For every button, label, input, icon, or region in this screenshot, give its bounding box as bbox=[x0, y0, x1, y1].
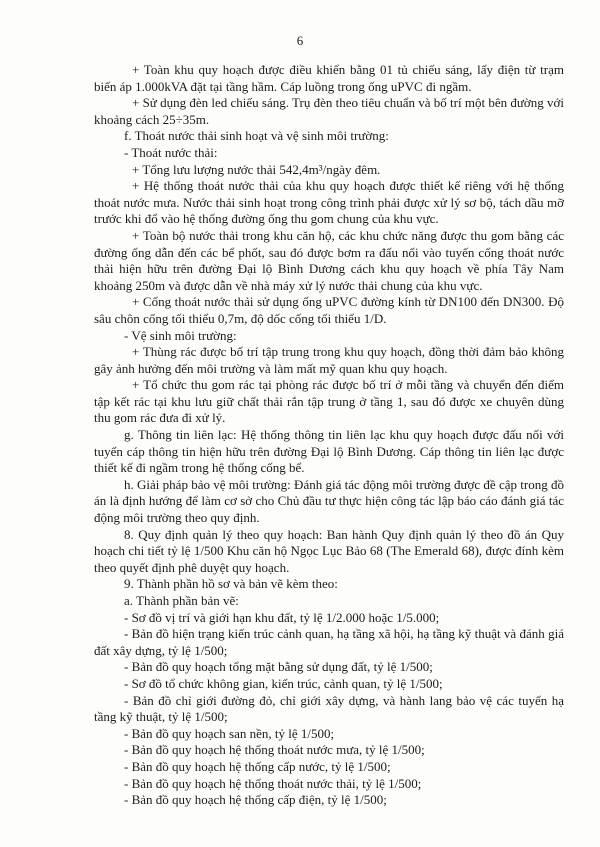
section-heading: 9. Thành phần hồ sơ và bản vẽ kèm theo: bbox=[124, 576, 338, 592]
paragraph: + Toàn khu quy hoạch được điều khiển bằng 01 tủ chiếu sáng, lấy điện từ trạm biến áp 1.000kVA đặt tại tầng hầm. Cáp luồng trong ống uPVC đi ngầm. bbox=[94, 62, 564, 94]
list-item: - Bản đồ quy hoạch hệ thống cấp nước, tỷ lệ 1/500; bbox=[124, 758, 391, 774]
page-number: 6 bbox=[296, 33, 304, 48]
list-item: - Bản đồ chỉ giới đường đỏ, chỉ giới xây dựng, và hành lang bảo vệ các tuyến hạ tầng kỹ thuật, tỷ lệ 1/500; bbox=[94, 692, 564, 725]
list-item: - Bản đồ quy hoạch san nền, tỷ lệ 1/500; bbox=[124, 725, 335, 741]
list-item: - Bản đồ quy hoạch hệ thống thoát nước thải, tỷ lệ 1/500; bbox=[124, 775, 422, 791]
list-item: - Bản đồ hiện trạng kiến trúc cảnh quan, hạ tầng xã hội, hạ tầng kỹ thuật và đánh giá đất xây dựng, tỷ lệ 1/500; bbox=[94, 626, 564, 658]
document-body bbox=[94, 62, 564, 809]
list-item: - Bản đồ quy hoạch tổng mặt bằng sử dụng đất, tỷ lệ 1/500; bbox=[124, 659, 433, 675]
subsection-heading: a. Thành phần bản vẽ: bbox=[124, 593, 239, 608]
paragraph: h. Giải pháp bảo vệ môi trường: Đánh giá tác động môi trường được đề cập trong đồ án là định hướng để làm cơ sở cho Chủ đầu tư thực hiện công tác lập báo cáo đánh giá tác động môi trường theo quy định. bbox=[94, 476, 564, 526]
list-item: - Bản đồ quy hoạch hệ thống cấp điện, tỷ lệ 1/500; bbox=[124, 792, 387, 808]
paragraph: g. Thông tin liên lạc: Hệ thống thông tin liên lạc khu quy hoạch được đấu nối với tuyến cáp thông tin hiện hữu trên đường Đại lộ Bình Dương. Cáp thông tin liên lạc được thiết kế đi ngầm trong hệ thống cống bể. bbox=[94, 427, 564, 476]
paragraph: + Sử dụng đèn led chiếu sáng. Trụ đèn theo tiêu chuẩn và bố trí một bên đường với khoảng cách 25÷35m. bbox=[94, 95, 564, 127]
list-item: - Sơ đồ tổ chức không gian, kiến trúc, cảnh quan, tỷ lệ 1/500; bbox=[124, 675, 443, 691]
section-heading: f. Thoát nước thải sinh hoạt và vệ sinh môi trường: bbox=[124, 128, 389, 144]
subsection-heading: - Thoát nước thải: bbox=[124, 144, 218, 160]
paragraph: + Tổ chức thu gom rác tại phòng rác được bố trí ở mỗi tầng và chuyển đến điểm tập kết rác tại khu lưu giữ chất thải rắn tập trung ở tầng 1, sau đó được xe chuyên dùng thu gom rác đưa đi xử lý. bbox=[94, 377, 564, 426]
paragraph: + Hệ thống thoát nước thải của khu quy hoạch được thiết kế riêng với hệ thống thoát nước mưa. Nước thải sinh hoạt trong công trình phải được xử lý sơ bộ, tách dầu mỡ trước khi đổ vào hệ thống đường ống thu gom chung của khu vực. bbox=[94, 178, 564, 227]
paragraph: 8. Quy định quản lý theo quy hoạch: Ban hành Quy định quản lý theo đồ án Quy hoạch chi tiết tỷ lệ 1/500 Khu căn hộ Ngọc Lục Bảo 68 (The Emerald 68), được đính kèm theo quyết định phê duyệt quy hoạch. bbox=[94, 526, 564, 575]
list-item: - Sơ đồ vị trí và giới hạn khu đất, tỷ lệ 1/2.000 hoặc 1/5.000; bbox=[124, 609, 440, 625]
paragraph: + Toàn bộ nước thải trong khu căn hộ, các khu chức năng được thu gom bằng các đường ống dẫn đến các bể phốt, sau đó được bơm ra đấu nối vào tuyến cống thoát nước thải hiện hữu trên đường Đại lộ Bình Dương cách khu quy hoạch về phía Tây Nam khoảng 250m và được dẫn về nhà máy xử lý nước thải chung của khu vực. bbox=[94, 227, 564, 293]
list-item: - Bản đồ quy hoạch hệ thống thoát nước mưa, tỷ lệ 1/500; bbox=[124, 742, 425, 758]
paragraph: + Cống thoát nước thải sử dụng ống uPVC đường kính từ DN100 đến DN300. Độ sâu chôn cống tối thiểu 0,7m, độ dốc cống tối thiểu 1/D. bbox=[94, 294, 564, 326]
subsection-heading: - Vệ sinh môi trường: bbox=[124, 327, 237, 343]
paragraph: + Tổng lưu lượng nước thải 542,4m³/ngày đêm. bbox=[132, 161, 381, 177]
paragraph: + Thùng rác được bố trí tập trung trong khu quy hoạch, đồng thời đảm bảo không gây ảnh hưởng đến môi trường và làm mất mỹ quan khu quy hoạch. bbox=[94, 344, 564, 376]
